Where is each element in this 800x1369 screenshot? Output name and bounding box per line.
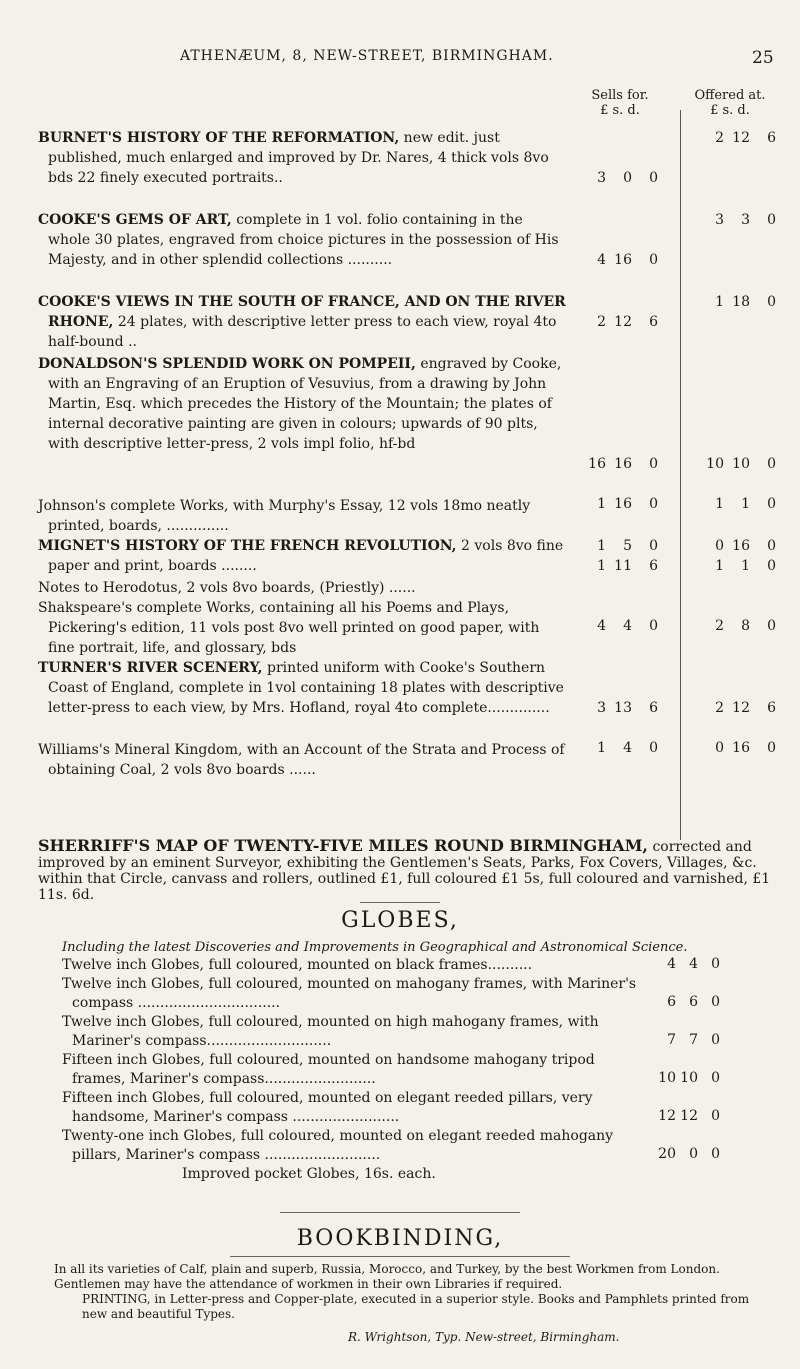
globe-item: Twenty-one inch Globes, full coloured, mounted on elegant reeded mahogany pillars, Mariner's compass ..........................	[62, 1128, 614, 1163]
book-entry: COOKE'S GEMS OF ART, complete in 1 vol. folio containing in the whole 30 plates, engraved from choice pictures in the possession of His Majesty, and in other splendid collections ..........	[38, 212, 559, 268]
offered-price: 0 16 0	[715, 538, 776, 554]
offered-price: 1 18 0	[715, 294, 776, 310]
offered-price: 2 8 0	[715, 618, 776, 634]
book-list	[38, 128, 568, 780]
globes-list	[62, 956, 702, 1184]
divider	[360, 902, 440, 903]
offered-price: 1 1 0	[715, 496, 776, 512]
printer-imprint: R. Wrightson, Typ. New-street, Birmingham.	[348, 1330, 620, 1344]
offered-at-header: Offered at. £ s. d.	[694, 88, 766, 118]
running-title: ATHENÆUM, 8, NEW-STREET, BIRMINGHAM.	[180, 48, 554, 64]
globe-item: Twelve inch Globes, full coloured, mounted on mahogany frames, with Mariner's compass ................................	[62, 976, 637, 1011]
globes-footer: Improved pocket Globes, 16s. each.	[182, 1166, 436, 1182]
sells-price: 1 4 0	[597, 740, 658, 756]
divider	[280, 1212, 520, 1213]
sells-price: 3 0 0	[597, 170, 658, 186]
sells-for-header: Sells for. £ s. d.	[591, 88, 649, 118]
book-entry: Williams's Mineral Kingdom, with an Account of the Strata and Process of obtaining Coal, 2 vols 8vo boards ......	[38, 742, 565, 778]
book-entry: COOKE'S VIEWS IN THE SOUTH OF FRANCE, AND ON THE RIVER RHONE, 24 plates, with descriptive letter press to each view, royal 4to half-bound ..	[38, 294, 566, 350]
globe-item: Fifteen inch Globes, full coloured, mounted on handsome mahogany tripod frames, Mariner's compass.........................	[62, 1052, 595, 1087]
globe-price: 4 4 0	[667, 956, 720, 972]
book-entry: DONALDSON'S SPLENDID WORK ON POMPEII, engraved by Cooke, with an Engraving of an Eruption of Vesuvius, from a drawing by John Martin, Esq. which precedes the History of the Mountain; the plates of internal decorative painting are given in colours; upwards of 90 plts, with descriptive letter-press, 2 vols impl folio, hf-bd	[38, 356, 562, 452]
bookbinding-paragraph: In all its varieties of Calf, plain and superb, Russia, Morocco, and Turkey, by the best Workmen from London. Gentlemen may have the attendance of workmen in their own Libraries if required.	[54, 1262, 720, 1291]
globe-item: Twelve inch Globes, full coloured, mounted on black frames..........	[62, 957, 533, 973]
globe-item: Twelve inch Globes, full coloured, mounted on high mahogany frames, with Mariner's compass............................	[62, 1014, 599, 1049]
offered-price: 1 1 0	[715, 558, 776, 574]
globe-price: 6 6 0	[667, 994, 720, 1010]
map-text: corrected and improved by an eminent Surveyor, exhibiting the Gentlemen's Seats, Parks, Fox Covers, Villages, &c. within that Circle, canvass and rollers, outlined £1, full coloured £1 5s, full coloured and varnished, £1 11s. 6d.	[38, 839, 771, 903]
offered-price: 2 12 6	[715, 130, 776, 146]
offered-price: 2 12 6	[715, 700, 776, 716]
sells-price: 1 5 0	[597, 538, 658, 554]
book-entry: Notes to Herodotus, 2 vols 8vo boards, (Priestly) ......	[38, 580, 416, 596]
bookbinding-text	[54, 1262, 774, 1322]
globes-intro: Including the latest Discoveries and Improvements in Geographical and Astronomical Science.	[62, 940, 688, 955]
printing-paragraph: PRINTING, in Letter-press and Copper-plate, executed in a superior style. Books and Pamphlets printed from new and beautiful Types.	[82, 1292, 750, 1321]
book-entry: Shakspeare's complete Works, containing all his Poems and Plays, Pickering's edition, 11 vols post 8vo well printed on good paper, with fine portrait, life, and glossary, bds	[38, 600, 540, 656]
sells-price: 3 13 6	[597, 700, 658, 716]
book-entry: BURNET'S HISTORY OF THE REFORMATION, new edit. just published, much enlarged and improved by Dr. Nares, 4 thick vols 8vo bds 22 finely executed portraits..	[38, 130, 549, 186]
page-header	[0, 48, 800, 72]
offered-price: 3 3 0	[715, 212, 776, 228]
globe-price: 20 0 0	[658, 1146, 720, 1162]
sells-price: 16 16 0	[588, 456, 658, 472]
book-entry: Johnson's complete Works, with Murphy's Essay, 12 vols 18mo neatly printed, boards, ..............	[38, 498, 531, 534]
globes-heading: GLOBES,	[341, 908, 459, 933]
book-entry: MIGNET'S HISTORY OF THE FRENCH REVOLUTION, 2 vols 8vo fine paper and print, boards ........	[38, 538, 564, 574]
page-number: 25	[752, 48, 774, 68]
offered-price: 10 10 0	[706, 456, 776, 472]
book-entry: TURNER'S RIVER SCENERY, printed uniform with Cooke's Southern Coast of England, complete in 1vol containing 18 plates with descriptive letter-press to each view, by Mrs. Hofland, royal 4to complete..............	[38, 660, 564, 716]
bookbinding-heading: BOOKBINDING,	[296, 1226, 504, 1251]
map-title: SHERRIFF'S MAP OF TWENTY-FIVE MILES ROUND BIRMINGHAM,	[38, 836, 648, 855]
sells-price: 4 16 0	[597, 252, 658, 268]
map-notice	[38, 838, 778, 903]
globe-price: 7 7 0	[667, 1032, 720, 1048]
sells-price: 1 11 6	[597, 558, 658, 574]
offered-price: 0 16 0	[715, 740, 776, 756]
sells-price: 2 12 6	[597, 314, 658, 330]
globe-price: 10 10 0	[658, 1070, 720, 1086]
sells-price: 4 4 0	[597, 618, 658, 634]
sells-price: 1 16 0	[597, 496, 658, 512]
globe-price: 12 12 0	[658, 1108, 720, 1124]
column-divider	[680, 110, 681, 840]
globe-item: Fifteen inch Globes, full coloured, mounted on elegant reeded pillars, very handsome, Mariner's compass ........................	[62, 1090, 593, 1125]
divider	[230, 1256, 570, 1257]
